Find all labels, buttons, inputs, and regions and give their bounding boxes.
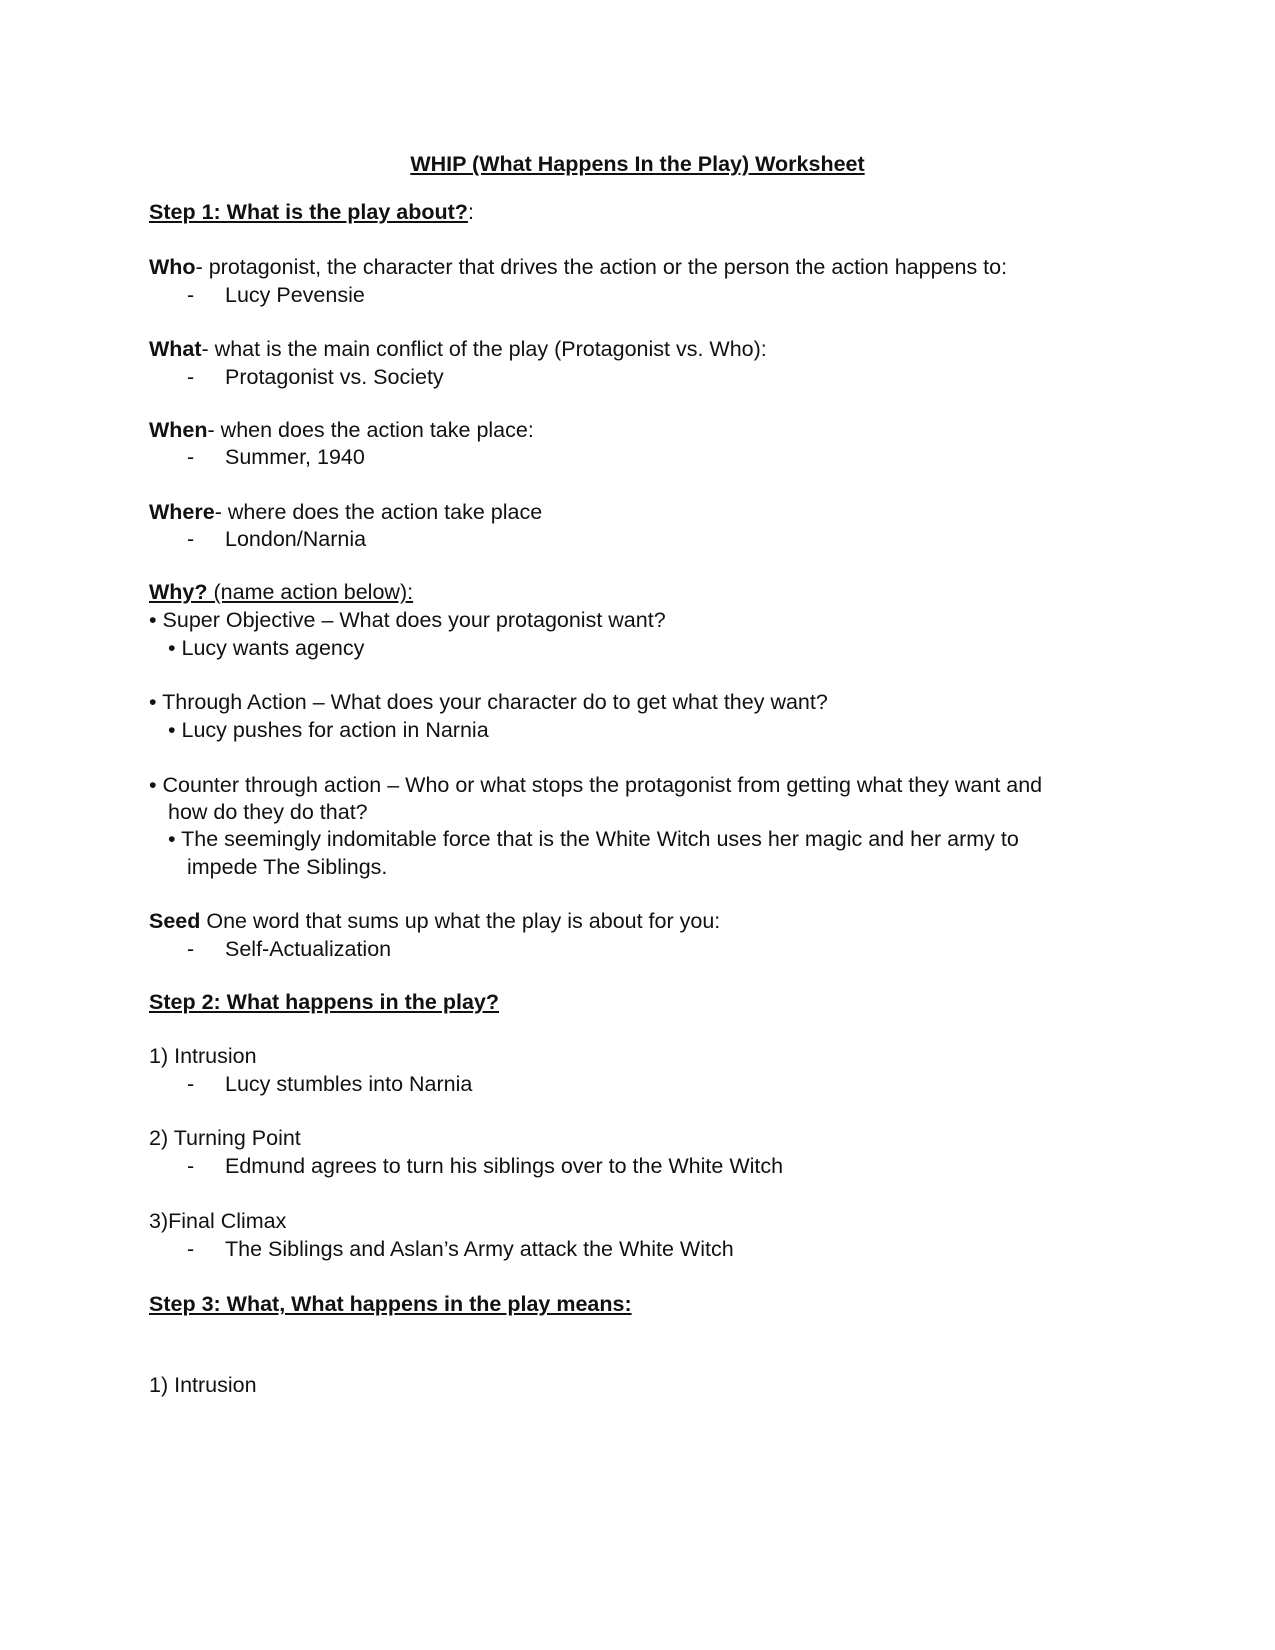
through-action-question bbox=[149, 688, 828, 716]
why-prompt: (name action below): bbox=[207, 580, 414, 604]
step1-heading-line bbox=[149, 198, 474, 226]
bullet-marker: • bbox=[168, 636, 176, 660]
dash-marker: - bbox=[187, 1237, 195, 1261]
step1-heading-suffix: : bbox=[467, 200, 474, 224]
super-objective-answer-text: Lucy wants agency bbox=[181, 636, 365, 660]
step2-item-answer-text: Lucy stumbles into Narnia bbox=[225, 1072, 473, 1096]
what-answer: Protagonist vs. Society bbox=[225, 365, 444, 389]
dash-marker: - bbox=[187, 527, 195, 551]
through-action-text: Through Action – What does your character do to get what they want? bbox=[162, 690, 828, 714]
bullet-marker: • bbox=[168, 718, 176, 742]
step2-item-answer bbox=[187, 1070, 472, 1098]
step2-item-label: 1) Intrusion bbox=[149, 1044, 257, 1068]
step2-item-label: 2) Turning Point bbox=[149, 1126, 301, 1150]
bullet-marker: • bbox=[168, 827, 176, 851]
where-answer-item bbox=[187, 525, 366, 553]
what-prompt: - what is the main conflict of the play (Protagonist vs. Who): bbox=[201, 337, 767, 361]
when-prompt-line bbox=[149, 416, 534, 444]
dash-marker: - bbox=[187, 937, 195, 961]
when-answer: Summer, 1940 bbox=[225, 445, 365, 469]
step2-item-answer-text: Edmund agrees to turn his siblings over to the White Witch bbox=[225, 1154, 784, 1178]
when-answer-item bbox=[187, 443, 365, 471]
step3-heading-line bbox=[149, 1290, 632, 1318]
what-prompt-line bbox=[149, 335, 767, 363]
counter-action-answer bbox=[168, 825, 1019, 853]
seed-answer-item bbox=[187, 935, 391, 963]
step3-item-label: 1) Intrusion bbox=[149, 1373, 257, 1397]
when-prompt: - when does the action take place: bbox=[207, 418, 534, 442]
seed-prompt-line bbox=[149, 907, 720, 935]
through-action-answer bbox=[168, 716, 489, 744]
counter-action-text-line2: how do they do that? bbox=[168, 800, 368, 824]
seed-label: Seed bbox=[149, 909, 201, 933]
super-objective-answer bbox=[168, 634, 364, 662]
who-prompt-line bbox=[149, 253, 1007, 281]
when-label: When bbox=[149, 418, 208, 442]
step2-heading-line bbox=[149, 988, 499, 1016]
seed-prompt: One word that sums up what the play is about for you: bbox=[200, 909, 721, 933]
step3-heading: Step 3: What, What happens in the play means: bbox=[149, 1292, 632, 1316]
where-prompt: - where does the action take place bbox=[214, 500, 543, 524]
bullet-marker: • bbox=[149, 608, 157, 632]
counter-action-question bbox=[149, 771, 1042, 799]
what-label: What bbox=[149, 337, 202, 361]
super-objective-text: Super Objective – What does your protagonist want? bbox=[162, 608, 666, 632]
document-title: WHIP (What Happens In the Play) Worksheet bbox=[410, 152, 865, 176]
where-answer: London/Narnia bbox=[225, 527, 367, 551]
dash-marker: - bbox=[187, 1072, 195, 1096]
step2-item-answer bbox=[187, 1152, 783, 1180]
step2-heading: Step 2: What happens in the play? bbox=[149, 990, 500, 1014]
why-prompt-line bbox=[149, 578, 413, 606]
step2-item-answer-text: The Siblings and Aslan’s Army attack the White Witch bbox=[225, 1237, 734, 1261]
bullet-marker: • bbox=[149, 690, 157, 714]
dash-marker: - bbox=[187, 283, 195, 307]
why-label: Why? bbox=[149, 580, 208, 604]
seed-answer: Self-Actualization bbox=[225, 937, 392, 961]
counter-action-answer-line2: impede The Siblings. bbox=[187, 855, 388, 879]
what-answer-item bbox=[187, 363, 444, 391]
who-prompt: - protagonist, the character that drives the action or the person the action happens to: bbox=[195, 255, 1008, 279]
who-answer-item bbox=[187, 281, 365, 309]
step2-item-label: 3)Final Climax bbox=[149, 1209, 287, 1233]
step1-heading: Step 1: What is the play about? bbox=[149, 200, 468, 224]
counter-action-question-cont bbox=[168, 798, 368, 826]
dash-marker: - bbox=[187, 445, 195, 469]
counter-action-text-line1: Counter through action – Who or what stops the protagonist from getting what they want and bbox=[162, 773, 1043, 797]
super-objective-question bbox=[149, 606, 666, 634]
dash-marker: - bbox=[187, 365, 195, 389]
who-answer: Lucy Pevensie bbox=[225, 283, 365, 307]
through-action-answer-text: Lucy pushes for action in Narnia bbox=[181, 718, 489, 742]
counter-action-answer-cont bbox=[187, 853, 387, 881]
where-label: Where bbox=[149, 500, 215, 524]
counter-action-answer-line1: The seemingly indomitable force that is the White Witch uses her magic and her army to bbox=[181, 827, 1019, 851]
bullet-marker: • bbox=[149, 773, 157, 797]
dash-marker: - bbox=[187, 1154, 195, 1178]
step2-item-answer bbox=[187, 1235, 734, 1263]
who-label: Who bbox=[149, 255, 196, 279]
where-prompt-line bbox=[149, 498, 542, 526]
